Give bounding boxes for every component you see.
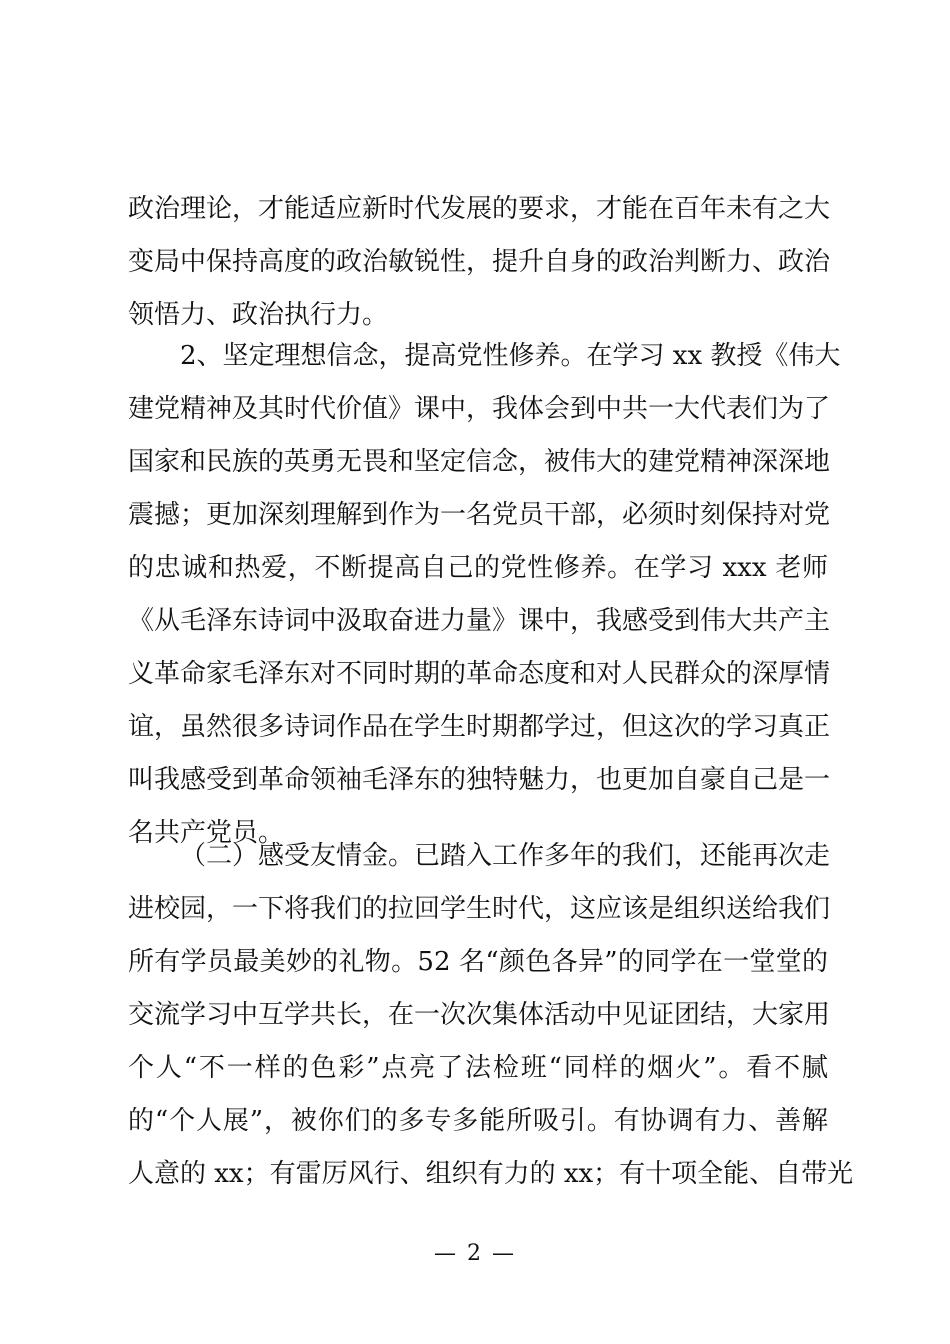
text-line: 所有学员最美妙的礼物。52 名“颜色各异”的同学在一堂堂的 bbox=[128, 947, 828, 977]
text-line: 谊，虽然很多诗词作品在学生时期都学过，但这次的学习真正 bbox=[128, 712, 831, 742]
paragraph-2 bbox=[128, 330, 841, 860]
text-line: （二）感受友情金。已踏入工作多年的我们，还能再次走 bbox=[180, 841, 831, 871]
text-line: 变局中保持高度的政治敏锐性，提升自身的政治判断力、政治 bbox=[128, 247, 831, 277]
text-line: 人意的 xx；有雷厉风行、组织有力的 xx；有十项全能、自带光 bbox=[128, 1159, 854, 1189]
text-line: 进校园，一下将我们的拉回学生时代，这应该是组织送给我们 bbox=[128, 894, 831, 924]
text-line: 建党精神及其时代价值》课中，我体会到中共一大代表们为了 bbox=[128, 394, 831, 424]
text-line: 名共产党员。 bbox=[128, 818, 285, 848]
text-line: 国家和民族的英勇无畏和坚定信念，被伟大的建党精神深深地 bbox=[128, 447, 831, 477]
paragraph-1 bbox=[128, 183, 831, 342]
text-line: 交流学习中互学共长，在一次次集体活动中见证团结，大家用 bbox=[128, 1000, 831, 1030]
text-line: 个人“不一样的色彩”点亮了法检班“同样的烟火”。看不腻 bbox=[128, 1053, 828, 1083]
text-line: 的“个人展”，被你们的多专多能所吸引。有协调有力、善解 bbox=[128, 1106, 828, 1136]
text-line: 2、坚定理想信念，提高党性修养。在学习 xx 教授《伟大 bbox=[180, 341, 841, 371]
text-line: 的忠诚和热爱，不断提高自己的党性修养。在学习 xxx 老师 bbox=[128, 553, 828, 583]
text-line: 义革命家毛泽东对不同时期的革命态度和对人民群众的深厚情 bbox=[128, 659, 831, 689]
page-number: — 2 — bbox=[434, 1241, 516, 1266]
text-line: 领悟力、政治执行力。 bbox=[128, 300, 389, 330]
text-line: 政治理论，才能适应新时代发展的要求，才能在百年未有之大 bbox=[128, 194, 831, 224]
text-line: 《从毛泽东诗词中汲取奋进力量》课中，我感受到伟大共产主 bbox=[128, 606, 831, 636]
paragraph-3 bbox=[128, 830, 854, 1201]
text-line: 叫我感受到革命领袖毛泽东的独特魅力，也更加自豪自己是一 bbox=[128, 765, 831, 795]
text-line: 震撼；更加深刻理解到作为一名党员干部，必须时刻保持对党 bbox=[128, 500, 831, 530]
